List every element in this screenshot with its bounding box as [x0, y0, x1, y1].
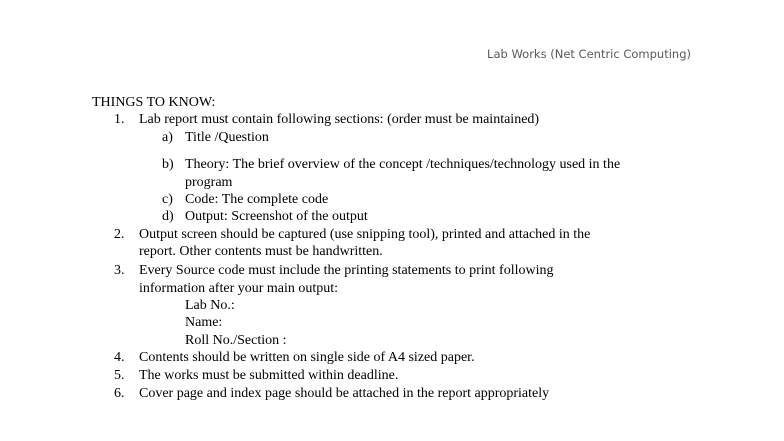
list-number: 3.: [114, 263, 125, 278]
list-number: 1.: [114, 112, 125, 127]
info-roll-section: Roll No./Section :: [185, 333, 287, 348]
page-header-title: Lab Works (Net Centric Computing): [487, 47, 691, 61]
list-text: Cover page and index page should be attached in the report appropriately: [139, 386, 550, 401]
list-number: 5.: [114, 368, 125, 383]
list-text-continued: information after your main output:: [139, 281, 339, 296]
list-text: Contents should be written on single side of A4 sized paper.: [139, 350, 475, 365]
list-text: The works must be submitted within deadline.: [139, 368, 399, 383]
sub-text-continued: program: [185, 175, 233, 190]
sub-text: Title /Question: [185, 130, 269, 145]
info-name: Name:: [185, 315, 223, 330]
info-lab-no: Lab No.:: [185, 298, 235, 313]
sub-text: Theory: The brief overview of the concept /techniques/technology used in the: [185, 157, 621, 172]
sub-letter: c): [162, 192, 173, 207]
sub-letter: b): [162, 157, 174, 172]
list-text: Output screen should be captured (use snipping tool), printed and attached in the: [139, 227, 591, 242]
list-number: 4.: [114, 350, 125, 365]
sub-text: Output: Screenshot of the output: [185, 209, 368, 224]
sub-text: Code: The complete code: [185, 192, 329, 207]
sub-letter: d): [162, 209, 174, 224]
list-text: Every Source code must include the printing statements to print following: [139, 263, 554, 278]
list-text: Lab report must contain following sections: (order must be maintained): [139, 112, 540, 127]
section-heading: THINGS TO KNOW:: [92, 95, 216, 110]
sub-letter: a): [162, 130, 173, 145]
list-text-continued: report. Other contents must be handwritten.: [139, 244, 383, 259]
list-number: 6.: [114, 386, 125, 401]
list-number: 2.: [114, 227, 125, 242]
